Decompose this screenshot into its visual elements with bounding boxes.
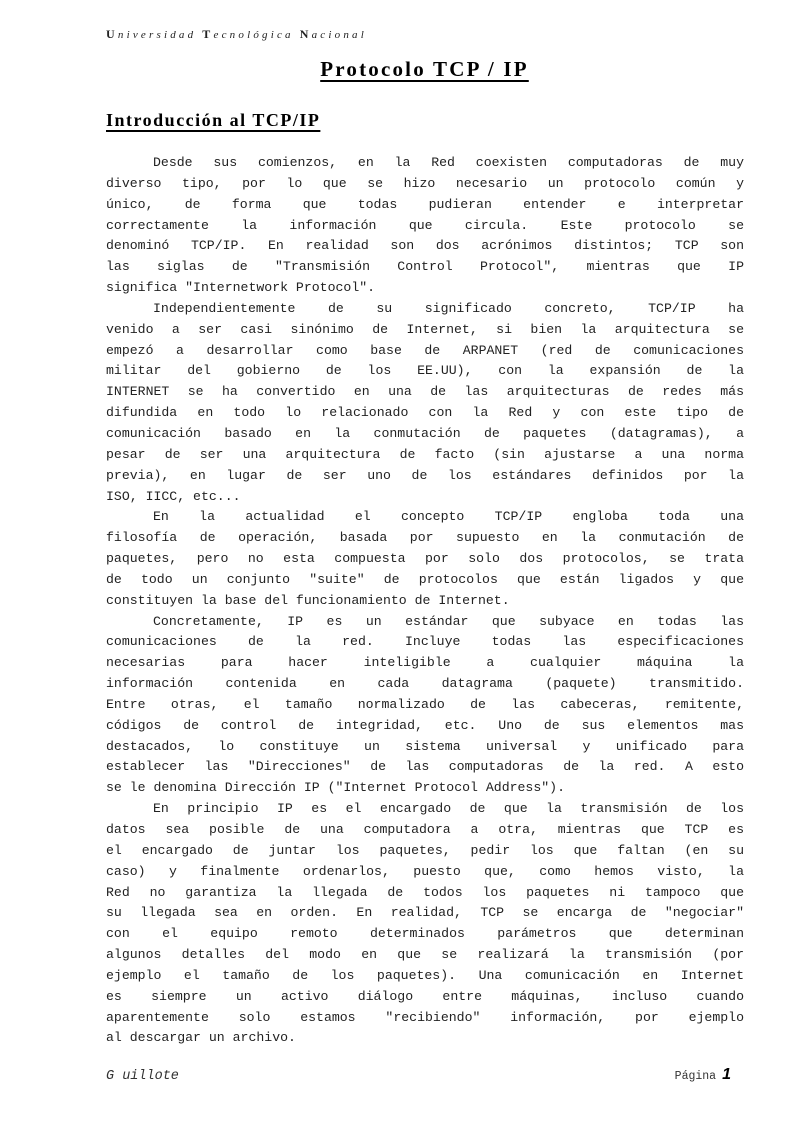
text-line: caso) y finalmente ordenarlos, puesto que, como hemos visto, la bbox=[106, 863, 744, 879]
header-word: Tecnológica bbox=[202, 27, 294, 41]
text-line: militar del gobierno de los EE.UU), con la expansión de la bbox=[106, 363, 744, 379]
text-line: comunicación basado en la conmutación de paquetes (datagramas), a bbox=[106, 425, 744, 441]
text-line: las siglas de "Transmisión Control Protocol", mientras que IP bbox=[106, 259, 744, 275]
text-line: con el equipo remoto determinados parámetros que determinan bbox=[106, 926, 744, 942]
footer-page bbox=[675, 1066, 731, 1084]
header-word: Nacional bbox=[299, 27, 367, 41]
document-body bbox=[106, 153, 744, 1049]
document-title: Protocolo TCP / IP bbox=[320, 57, 529, 81]
paragraph bbox=[106, 507, 744, 611]
text-line: Red no garantiza la llegada de todos los paquetes ni tampoco que bbox=[106, 884, 744, 900]
text-line: En principio IP es el encargado de que la transmisión de los bbox=[153, 801, 744, 817]
text-line: información contenida en cada datagrama (paquete) transmitido. bbox=[106, 676, 744, 692]
text-line: empezó a desarrollar como base de ARPANET (red de comunicaciones bbox=[106, 342, 744, 358]
text-line: previa), en lugar de ser uno de los estándares definidos por la bbox=[106, 467, 744, 483]
text-line: En la actualidad el concepto TCP/IP engloba toda una bbox=[153, 509, 744, 525]
text-line: comunicaciones de la red. Incluye todas las especificaciones bbox=[106, 634, 744, 650]
section-heading: Introducción al TCP/IP bbox=[106, 110, 321, 130]
text-line: Independientemente de su significado concreto, TCP/IP ha bbox=[153, 300, 744, 316]
text-line: difundida en todo lo relacionado con la Red y con este tipo de bbox=[106, 405, 744, 421]
running-header bbox=[106, 27, 367, 42]
paragraph bbox=[106, 153, 744, 299]
text-line: filosofía de operación, basada por supuesto en la conmutación de bbox=[106, 530, 744, 546]
text-line: algunos detalles del modo en que se realizará la transmisión (por bbox=[106, 947, 744, 963]
text-line: de todo un conjunto "suite" de protocolos que están ligados y que bbox=[106, 571, 744, 587]
text-line: al descargar un archivo. bbox=[106, 1030, 296, 1046]
text-line: Entre otras, el tamaño normalizado de las cabeceras, remitente, bbox=[106, 696, 744, 712]
text-line: su llegada sea en orden. En realidad, TCP se encarga de "negociar" bbox=[106, 905, 744, 921]
text-line: establecer las "Direcciones" de las computadoras de la red. A esto bbox=[106, 759, 744, 775]
text-line: datos sea posible de una computadora a otra, mientras que TCP es bbox=[106, 822, 744, 837]
text-line: ISO, IICC, etc... bbox=[106, 488, 241, 504]
text-line: destacados, lo constituye un sistema universal y unificado para bbox=[106, 738, 744, 754]
text-line: significa "Internetwork Protocol". bbox=[106, 280, 376, 296]
text-line: pesar de ser una arquitectura de facto (sin ajustarse a una norma bbox=[106, 446, 744, 462]
text-line: constituyen la base del funcionamiento de Internet. bbox=[106, 592, 510, 608]
text-line: necesarias para hacer inteligible a cualquier máquina la bbox=[106, 655, 744, 671]
text-line: el encargado de juntar los paquetes, pedir los que faltan (en su bbox=[106, 842, 744, 858]
header-word: Universidad bbox=[106, 27, 197, 41]
paragraph bbox=[106, 299, 744, 507]
text-line: INTERNET se ha convertido en una de las arquitecturas de redes más bbox=[106, 384, 744, 400]
text-line: aparentemente solo estamos "recibiendo" información, por ejemplo bbox=[106, 1009, 744, 1025]
text-line: único, de forma que todas pudieran entender e interpretar bbox=[106, 196, 744, 212]
text-line: códigos de control de integridad, etc. Uno de sus elementos mas bbox=[106, 717, 744, 733]
text-line: correctamente la información que circula. Este protocolo se bbox=[106, 217, 744, 233]
text-line: Desde sus comienzos, en la Red coexisten computadoras de muy bbox=[153, 155, 744, 170]
text-line: venido a ser casi sinónimo de Internet, si bien la arquitectura se bbox=[106, 321, 744, 337]
text-line: es siempre un activo diálogo entre máquinas, incluso cuando bbox=[106, 988, 744, 1004]
paragraph bbox=[106, 799, 744, 1049]
text-line: ejemplo el tamaño de los paquetes). Una comunicación en Internet bbox=[106, 967, 744, 983]
text-line: Concretamente, IP es un estándar que subyace en todas las bbox=[153, 613, 744, 629]
page-number: 1 bbox=[722, 1066, 731, 1083]
text-line: paquetes, pero no esta compuesta por solo dos protocolos, se trata bbox=[106, 551, 744, 567]
footer-author: G uillote bbox=[106, 1069, 179, 1084]
text-line: denominó TCP/IP. En realidad son dos acrónimos distintos; TCP son bbox=[106, 238, 744, 254]
page-label: Página bbox=[674, 1070, 717, 1083]
text-line: se le denomina Dirección IP ("Internet Protocol Address"). bbox=[106, 780, 565, 796]
text-line: diverso tipo, por lo que se hizo necesario un protocolo común y bbox=[106, 175, 744, 191]
paragraph bbox=[106, 612, 744, 800]
